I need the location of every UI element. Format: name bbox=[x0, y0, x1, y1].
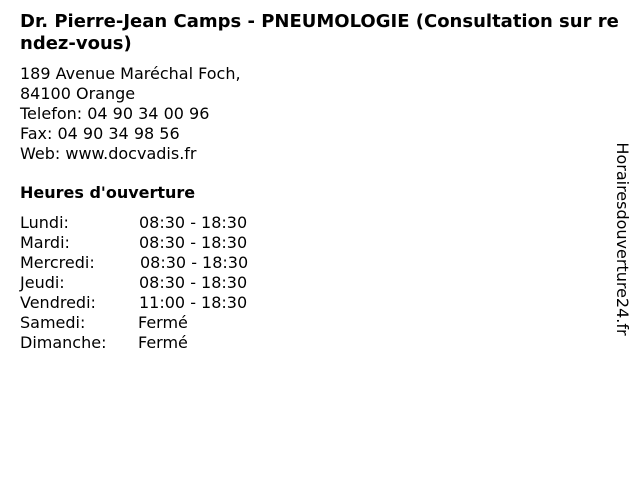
day-label: Mardi: bbox=[20, 233, 70, 252]
time-value: 08:30 - 18:30 bbox=[139, 213, 248, 232]
time-value: 08:30 - 18:30 bbox=[140, 253, 249, 272]
address-city: 84100 Orange bbox=[20, 84, 136, 103]
hours-heading: Heures d'ouverture bbox=[20, 183, 196, 202]
fax-number: Fax: 04 90 34 98 56 bbox=[20, 124, 180, 143]
time-value: 08:30 - 18:30 bbox=[139, 273, 248, 292]
day-label: Dimanche: bbox=[20, 333, 107, 352]
day-label: Lundi: bbox=[20, 213, 69, 232]
day-label: Samedi: bbox=[20, 313, 86, 332]
contact-info bbox=[20, 64, 241, 164]
phone-number: Telefon: 04 90 34 00 96 bbox=[20, 104, 210, 123]
website-text: Web: www.docvadis.fr bbox=[20, 144, 197, 163]
time-value: 11:00 - 18:30 bbox=[139, 293, 248, 312]
day-label: Mercredi: bbox=[20, 253, 95, 272]
site-brand-text: Horairesdouverture24.fr bbox=[613, 142, 632, 336]
time-value: 08:30 - 18:30 bbox=[139, 233, 248, 252]
site-brand-vertical bbox=[612, 134, 632, 344]
address-street: 189 Avenue Maréchal Foch, bbox=[20, 64, 241, 83]
day-label: Vendredi: bbox=[20, 293, 96, 312]
time-value: Fermé bbox=[138, 313, 188, 332]
day-label: Jeudi: bbox=[20, 273, 65, 292]
page-title: Dr. Pierre-Jean Camps - PNEUMOLOGIE (Consultation sur rendez-vous) bbox=[20, 11, 619, 54]
time-value: Fermé bbox=[138, 333, 188, 352]
